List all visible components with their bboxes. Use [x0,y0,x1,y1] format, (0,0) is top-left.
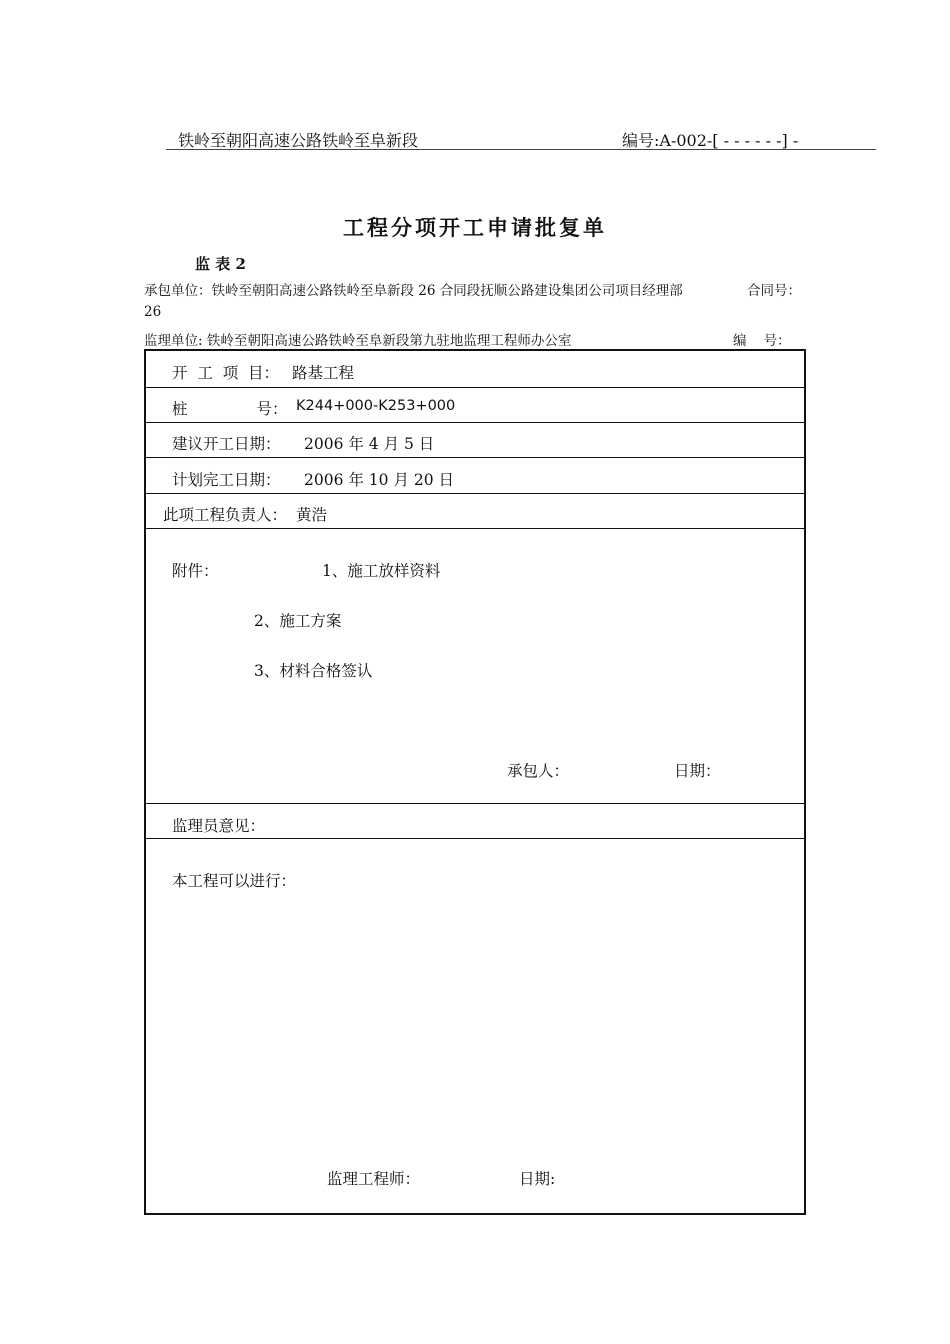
row-opinion-body [146,839,804,1213]
contractor-date-label: 日期： [674,762,721,780]
row-owner [146,494,804,529]
end-date-label: 计划完工日期： [172,471,281,489]
start-date-label: 建议开工日期： [172,435,281,453]
attachment-item: 2、施工方案 [254,612,342,630]
serial-label: 编 号： [733,333,791,349]
owner-label: 此项工程负责人： [163,506,288,524]
contractor-unit: 承包单位：铁岭至朝阳高速公路铁岭至阜新段 26 合同段抚顺公路建设集团公司项目经理部 [144,283,683,299]
attachment-item: 1、施工放样资料 [322,562,441,580]
end-date-value: 2006 年 10 月 20 日 [304,471,455,489]
opinion-label: 监理员意见： [172,817,266,835]
row-station [146,388,804,423]
contract-no-label: 合同号： [747,283,801,299]
supervisor-unit: 监理单位: 铁岭至朝阳高速公路铁岭至阜新段第九驻地监理工程师办公室 [144,333,572,349]
station-label: 桩 号： [172,400,288,418]
row-attachments [146,529,804,804]
row-start-date [146,423,804,458]
contractor-sign-label: 承包人： [507,762,570,780]
station-value: K244+000-K253+000 [296,398,456,414]
header-project: 铁岭至朝阳高速公路铁岭至阜新段 [178,131,419,150]
project-label: 开 工 项 目： [172,364,280,382]
attachments-label: 附件： [172,562,219,580]
project-value: 路基工程 [292,364,355,382]
header-divider [166,149,876,150]
form-code: 监 表 2 [195,255,246,273]
contract-no-value: 26 [144,304,162,320]
document-title: 工程分项开工申请批复单 [343,215,607,240]
row-opinion [146,804,804,839]
engineer-sign-label: 监理工程师： [327,1170,421,1188]
attachment-item: 3、材料合格签认 [254,662,373,680]
opinion-text: 本工程可以进行： [172,872,297,890]
engineer-date-label: 日期: [519,1170,556,1188]
owner-value: 黄浩 [296,506,328,524]
row-project [146,351,804,388]
row-end-date [146,458,804,494]
approval-form [144,349,806,1215]
header-number: 编号:A-002-[ - - - - - -] - [622,131,799,150]
start-date-value: 2006 年 4 月 5 日 [304,435,435,453]
